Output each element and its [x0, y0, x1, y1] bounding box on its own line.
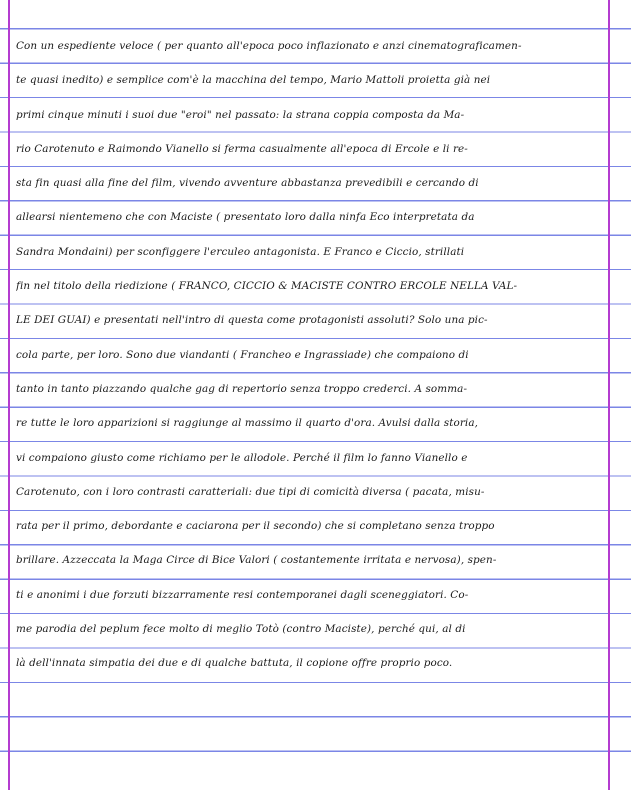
- handwritten-text-body: [16, 29, 606, 681]
- text-line: te quasi inedito) e semplice com'è la macchina del tempo, Mario Mattoli proietta già nei: [16, 74, 491, 87]
- text-line: allearsi nientemeno che con Maciste ( presentato loro dalla ninfa Eco interpretata da: [16, 211, 475, 224]
- text-line: me parodia del peplum fece molto di meglio Totò (contro Maciste), perché qui, al di: [16, 623, 466, 636]
- text-line: fin nel titolo della riedizione ( FRANCO, CICCIO & MACISTE CONTRO ERCOLE NELLA VAL-: [16, 280, 518, 293]
- text-line: là dell'innata simpatia dei due e di qualche battuta, il copione offre proprio poco.: [16, 657, 453, 670]
- text-line: primi cinque minuti i suoi due "eroi" nel passato: la strana coppia composta da Ma-: [16, 108, 465, 121]
- text-line: Con un espediente veloce ( per quanto all'epoca poco inflazionato e anzi cinematograficamen-: [16, 40, 522, 52]
- text-line: Carotenuto, con i loro contrasti caratteriali: due tipi di comicità diversa ( pacata, misu-: [16, 485, 485, 498]
- text-line: vi compaiono giusto come richiamo per le allodole. Perché il film lo fanno Vianello e: [16, 451, 468, 464]
- text-line: cola parte, per loro. Sono due viandanti ( Francheo e Ingrassiade) che compaiono di: [16, 348, 469, 361]
- text-line: re tutte le loro apparizioni si raggiunge al massimo il quarto d'ora. Avulsi dalla storia,: [16, 417, 479, 430]
- left-margin-line: [8, 0, 10, 790]
- text-line: brillare. Azzeccata la Maga Circe di Bice Valori ( costantemente irritata e nervosa), spen-: [16, 554, 497, 567]
- text-line: LE DEI GUAI) e presentati nell'intro di questa come protagonisti assoluti? Solo una pic-: [16, 314, 488, 327]
- text-line: rio Carotenuto e Raimondo Vianello si ferma casualmente all'epoca di Ercole e li re-: [16, 142, 468, 155]
- text-line: Sandra Mondaini) per sconfiggere l'erculeo antagonista. E Franco e Ciccio, strillati: [16, 245, 465, 258]
- text-line: ti e anonimi i due forzuti bizzarramente resi contemporanei dagli sceneggiatori. Co-: [16, 588, 469, 601]
- text-line: sta fin quasi alla fine del film, vivendo avventure abbastanza prevedibili e cercando di: [16, 177, 479, 190]
- right-margin-line: [608, 0, 610, 790]
- text-line: tanto in tanto piazzando qualche gag di repertorio senza troppo crederci. A somma-: [16, 382, 468, 395]
- text-line: rata per il primo, debordante e caciarona per il secondo) che si completano senza troppo: [16, 520, 495, 533]
